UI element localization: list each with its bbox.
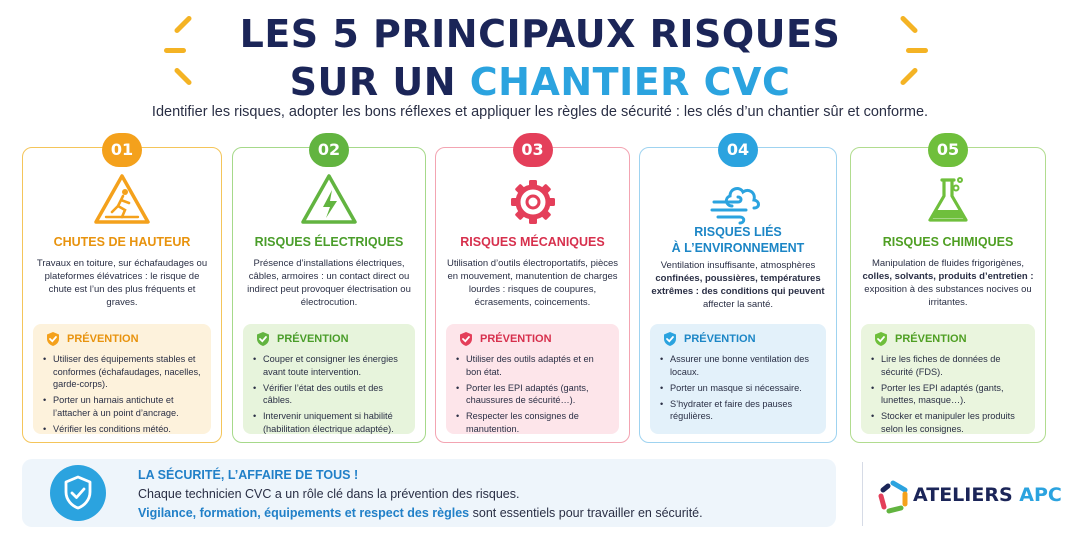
list-item: • Porter les EPI adaptés (gants, lunettes, masque…). xyxy=(871,382,1025,407)
risk-card-mechanical xyxy=(435,140,630,443)
card-description-b: confinées, poussières, températures extrêmes : des conditions qui peuvent xyxy=(651,273,825,297)
list-item: • Utiliser des outils adaptés et en bon état. xyxy=(456,353,609,378)
list-item: • Porter un masque si nécessaire. xyxy=(660,382,816,395)
prevention-list xyxy=(871,353,1025,435)
card-number-badge: 04 xyxy=(718,133,758,167)
shield-check-icon xyxy=(50,465,106,521)
shield-check-icon xyxy=(255,331,271,347)
prevention-list xyxy=(660,353,816,423)
prevention-heading xyxy=(255,331,405,347)
prevention-box xyxy=(861,324,1035,434)
prevention-label: PRÉVENTION xyxy=(480,333,552,345)
card-description-a: Manipulation de fluides frigorigènes, xyxy=(871,258,1025,269)
card-title: RISQUES ÉLECTRIQUES xyxy=(254,235,404,249)
gear-icon xyxy=(503,170,563,230)
card-description xyxy=(650,259,826,311)
flask-icon xyxy=(918,170,978,230)
banner-heading: LA SÉCURITÉ, L’AFFAIRE DE TOUS ! xyxy=(138,468,359,482)
banner-line-2-rest: sont essentiels pour travailler en sécurité. xyxy=(469,506,703,520)
card-title xyxy=(640,224,836,256)
brand-name-b: APC xyxy=(1019,484,1062,506)
brand-name-a: ATELIERS xyxy=(913,484,1020,506)
list-item: • Porter les EPI adaptés (gants, chaussures de sécurité…). xyxy=(456,382,609,407)
risk-card-environment xyxy=(639,140,837,443)
electric-warning-icon xyxy=(299,170,359,230)
card-description: Présence d’installations électriques, câbles, armoires : un contact direct ou indirect peut provoquer électrisation ou électrocution. xyxy=(247,258,411,308)
shield-check-icon xyxy=(873,331,889,347)
card-number-badge: 01 xyxy=(102,133,142,167)
banner-highlight: Vigilance, formation, équipements et respect des règles xyxy=(138,506,470,520)
card-title-line-1: RISQUES LIÉS xyxy=(694,225,782,239)
prevention-list xyxy=(253,353,405,435)
card-description-b: colles, solvants, produits d’entretien : xyxy=(862,271,1034,282)
card-number-badge: 02 xyxy=(309,133,349,167)
card-description-c: affecter la santé. xyxy=(702,299,774,310)
risk-card-chemical xyxy=(850,140,1046,443)
list-item: • Assurer une bonne ventilation des locaux. xyxy=(660,353,816,378)
card-number-badge: 03 xyxy=(513,133,553,167)
shield-check-icon xyxy=(45,331,61,347)
title-line-2-accent: CHANTIER CVC xyxy=(469,60,791,104)
list-item: • Lire les fiches de données de sécurité (FDS). xyxy=(871,353,1025,378)
list-item: • Respecter les consignes de manutention. xyxy=(456,410,609,435)
list-item: • Intervenir uniquement si habilité (habilitation électrique adaptée). xyxy=(253,410,405,435)
prevention-heading xyxy=(873,331,1025,347)
banner-line-1: Chaque technicien CVC a un rôle clé dans la prévention des risques. xyxy=(138,487,520,501)
card-description-c: exposition à des substances nocives ou irritantes. xyxy=(864,284,1032,308)
prevention-box xyxy=(243,324,415,434)
page-title xyxy=(0,10,1080,106)
title-line-1: LES 5 PRINCIPAUX RISQUES xyxy=(239,12,841,56)
prevention-list xyxy=(456,353,609,435)
prevention-heading xyxy=(662,331,816,347)
risk-card-electrical xyxy=(232,140,426,443)
prevention-label: PRÉVENTION xyxy=(277,333,349,345)
spark-decoration xyxy=(906,48,928,53)
banner-line-2 xyxy=(138,506,703,520)
card-title: RISQUES CHIMIQUES xyxy=(882,235,1014,249)
list-item: • Vérifier l’état des outils et des câbles. xyxy=(253,382,405,407)
shield-check-icon xyxy=(662,331,678,347)
wind-cloud-icon xyxy=(708,170,768,230)
card-description xyxy=(861,257,1035,309)
card-description: Utilisation d’outils électroportatifs, pièces en mouvement, manutention de charges lourdes : risques de coupures, écrasements, coincements. xyxy=(446,258,619,308)
prevention-box xyxy=(650,324,826,434)
title-line-2-a: SUR UN xyxy=(289,60,470,104)
card-description: Travaux en toiture, sur échafaudages ou plateformes élévatrices : le risque de chute est l’un des plus fréquents et graves. xyxy=(36,258,208,308)
apc-logo-icon xyxy=(876,480,910,514)
prevention-list xyxy=(43,353,201,435)
page-subtitle: Identifier les risques, adopter les bons réflexes et appliquer les règles de sécurité : les clés d’un chantier sûr et conforme. xyxy=(151,104,929,120)
prevention-label: PRÉVENTION xyxy=(684,333,756,345)
divider xyxy=(862,462,863,526)
shield-badge xyxy=(50,465,106,521)
list-item: • Utiliser des équipements stables et conformes (échafaudages, nacelles, garde-corps). xyxy=(43,353,201,391)
safety-banner xyxy=(22,459,836,527)
spark-decoration xyxy=(164,48,186,53)
title-line-2 xyxy=(0,58,1080,106)
prevention-label: PRÉVENTION xyxy=(67,333,139,345)
prevention-box xyxy=(33,324,211,434)
card-title: CHUTES DE HAUTEUR xyxy=(53,235,191,249)
list-item: • Stocker et manipuler les produits selon les consignes. xyxy=(871,410,1025,435)
prevention-heading xyxy=(45,331,201,347)
shield-check-icon xyxy=(458,331,474,347)
list-item: • Couper et consigner les énergies avant toute intervention. xyxy=(253,353,405,378)
card-description-a: Ventilation insuffisante, atmosphères xyxy=(660,260,816,271)
list-item: • Porter un harnais antichute et l’attacher à un point d’ancrage. xyxy=(43,394,201,419)
card-title: RISQUES MÉCANIQUES xyxy=(460,235,605,249)
fall-warning-icon xyxy=(92,170,152,230)
brand-name xyxy=(913,484,1062,506)
list-item: • S’hydrater et faire des pauses régulières. xyxy=(660,398,816,423)
card-title-line-2: À L’ENVIRONNEMENT xyxy=(671,241,805,255)
prevention-label: PRÉVENTION xyxy=(895,333,967,345)
risk-card-falls xyxy=(22,140,222,443)
prevention-heading xyxy=(458,331,609,347)
card-number-badge: 05 xyxy=(928,133,968,167)
list-item: • Vérifier les conditions météo. xyxy=(43,423,201,436)
prevention-box xyxy=(446,324,619,434)
